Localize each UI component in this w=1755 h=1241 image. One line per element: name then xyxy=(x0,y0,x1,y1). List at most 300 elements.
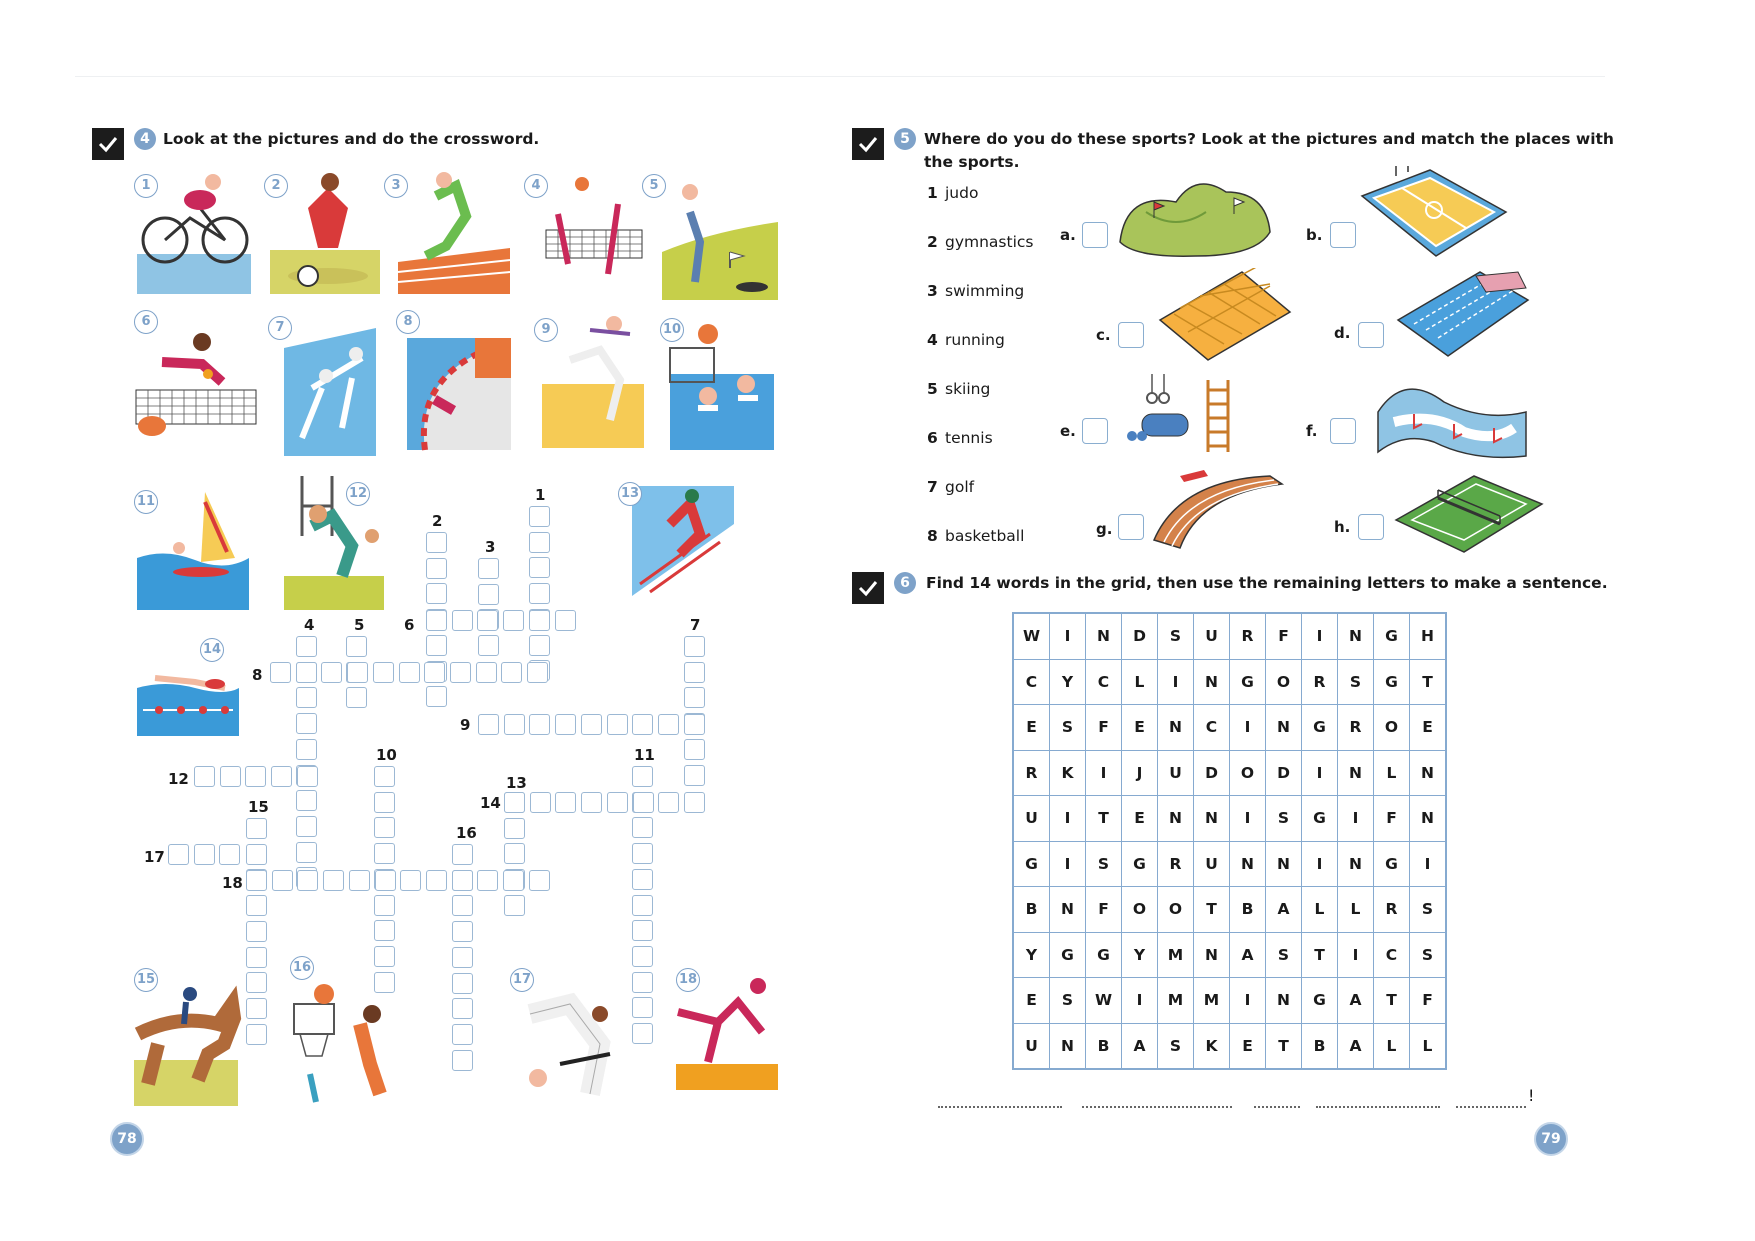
grid-letter[interactable]: E xyxy=(1013,978,1050,1024)
grid-letter[interactable]: H xyxy=(1410,613,1447,659)
sport-item: 3 swimming xyxy=(927,282,1025,300)
grid-letter[interactable]: O xyxy=(1230,750,1266,796)
crossword-cell[interactable] xyxy=(296,662,317,683)
crossword-cell[interactable] xyxy=(529,532,550,553)
crossword-cell[interactable] xyxy=(530,792,551,813)
exercise-5-instruction-line2: the sports. xyxy=(924,153,1020,171)
answer-box-a[interactable] xyxy=(1082,222,1108,248)
grid-letter[interactable]: I xyxy=(1050,796,1086,842)
crossword-cell[interactable] xyxy=(632,920,653,941)
grid-letter[interactable]: G xyxy=(1374,659,1410,705)
grid-letter[interactable]: A xyxy=(1266,887,1302,933)
grid-letter[interactable]: T xyxy=(1266,1023,1302,1069)
crossword-cell[interactable] xyxy=(374,972,395,993)
grid-letter[interactable]: Y xyxy=(1122,932,1158,978)
crossword-cell[interactable] xyxy=(374,766,395,787)
grid-letter[interactable]: I xyxy=(1050,841,1086,887)
picture-number-3: 3 xyxy=(384,174,408,198)
done-checkbox-ex4[interactable] xyxy=(92,128,124,160)
grid-letter[interactable]: N xyxy=(1158,705,1194,751)
grid-row xyxy=(1013,705,1446,751)
crossword-cell[interactable] xyxy=(477,610,498,631)
grid-letter[interactable]: A xyxy=(1122,1023,1158,1069)
grid-letter[interactable]: A xyxy=(1338,978,1374,1024)
grid-letter[interactable]: N xyxy=(1086,613,1122,659)
crossword-cell[interactable] xyxy=(400,870,421,891)
grid-letter[interactable]: L xyxy=(1302,887,1338,933)
crossword-cell[interactable] xyxy=(220,766,241,787)
grid-letter[interactable]: K xyxy=(1050,750,1086,796)
grid-letter[interactable]: Y xyxy=(1050,659,1086,705)
grid-letter[interactable]: D xyxy=(1266,750,1302,796)
crossword-cell[interactable] xyxy=(246,818,267,839)
grid-letter[interactable]: R xyxy=(1338,705,1374,751)
crossword-cell[interactable] xyxy=(476,662,497,683)
sport-item: 4 running xyxy=(927,331,1005,349)
grid-letter[interactable]: G xyxy=(1050,932,1086,978)
crossword-cell[interactable] xyxy=(632,895,653,916)
crossword-cell[interactable] xyxy=(246,998,267,1019)
crossword-cell[interactable] xyxy=(529,583,550,604)
clue-number-1: 1 xyxy=(535,486,546,504)
grid-letter[interactable]: E xyxy=(1122,796,1158,842)
grid-letter[interactable]: N xyxy=(1158,796,1194,842)
crossword-cell[interactable] xyxy=(219,844,240,865)
grid-letter[interactable]: M xyxy=(1158,932,1194,978)
grid-letter[interactable]: T xyxy=(1086,796,1122,842)
crossword-cell[interactable] xyxy=(374,920,395,941)
crossword-cell[interactable] xyxy=(452,895,473,916)
crossword-cell[interactable] xyxy=(529,870,550,891)
sentence-blank-word-2[interactable] xyxy=(1082,1104,1232,1108)
picture-number-13: 13 xyxy=(618,482,642,506)
crossword-cell[interactable] xyxy=(374,817,395,838)
crossword-cell[interactable] xyxy=(296,739,317,760)
crossword-cell[interactable] xyxy=(632,946,653,967)
grid-letter[interactable]: T xyxy=(1410,659,1447,705)
crossword-cell[interactable] xyxy=(504,792,525,813)
grid-letter[interactable]: F xyxy=(1410,978,1447,1024)
crossword-cell[interactable] xyxy=(194,766,215,787)
grid-letter[interactable]: S xyxy=(1410,887,1447,933)
grid-letter[interactable]: W xyxy=(1013,613,1050,659)
picture-number-14: 14 xyxy=(200,638,224,662)
grid-letter[interactable]: N xyxy=(1266,841,1302,887)
grid-letter[interactable]: B xyxy=(1013,887,1050,933)
crossword-cell[interactable] xyxy=(658,714,679,735)
grid-letter[interactable]: D xyxy=(1122,613,1158,659)
crossword-cell[interactable] xyxy=(581,714,602,735)
crossword-cell[interactable] xyxy=(504,843,525,864)
crossword-cell[interactable] xyxy=(296,816,317,837)
grid-letter[interactable]: E xyxy=(1122,705,1158,751)
grid-letter[interactable]: I xyxy=(1230,978,1266,1024)
crossword-cell[interactable] xyxy=(346,636,367,657)
grid-row xyxy=(1013,659,1446,705)
grid-letter[interactable]: L xyxy=(1374,1023,1410,1069)
grid-letter[interactable]: Y xyxy=(1013,932,1050,978)
crossword-cell[interactable] xyxy=(452,1024,473,1045)
grid-letter[interactable]: C xyxy=(1013,659,1050,705)
clue-number-14: 14 xyxy=(480,794,501,812)
crossword-cell[interactable] xyxy=(452,844,473,865)
crossword-cell[interactable] xyxy=(246,844,267,865)
grid-letter[interactable]: N xyxy=(1338,750,1374,796)
grid-row xyxy=(1013,1023,1446,1069)
crossword-cell[interactable] xyxy=(246,870,267,891)
grid-letter[interactable]: F xyxy=(1374,796,1410,842)
picture-skiing xyxy=(630,484,736,598)
grid-letter[interactable]: T xyxy=(1374,978,1410,1024)
crossword-cell[interactable] xyxy=(632,997,653,1018)
grid-letter[interactable]: K xyxy=(1194,1023,1230,1069)
crossword-cell[interactable] xyxy=(323,870,344,891)
grid-letter[interactable]: I xyxy=(1122,978,1158,1024)
grid-letter[interactable]: O xyxy=(1374,705,1410,751)
grid-letter[interactable]: N xyxy=(1194,659,1230,705)
grid-letter[interactable]: I xyxy=(1086,750,1122,796)
crossword-cell[interactable] xyxy=(246,1024,267,1045)
grid-letter[interactable]: E xyxy=(1230,1023,1266,1069)
grid-letter[interactable]: B xyxy=(1230,887,1266,933)
crossword-cell[interactable] xyxy=(555,610,576,631)
grid-letter[interactable]: R xyxy=(1302,659,1338,705)
crossword-cell[interactable] xyxy=(632,714,653,735)
grid-letter[interactable]: U xyxy=(1158,750,1194,796)
grid-letter[interactable]: G xyxy=(1374,613,1410,659)
crossword-cell[interactable] xyxy=(529,635,550,656)
done-checkbox-ex5[interactable] xyxy=(852,128,884,160)
crossword-cell[interactable] xyxy=(450,662,471,683)
grid-letter[interactable]: N xyxy=(1266,705,1302,751)
grid-letter[interactable]: A xyxy=(1230,932,1266,978)
clue-number-7: 7 xyxy=(690,616,701,634)
crossword-cell[interactable] xyxy=(477,870,498,891)
grid-letter[interactable]: T xyxy=(1194,887,1230,933)
crossword-cell[interactable] xyxy=(452,998,473,1019)
option-b-label: b. xyxy=(1306,226,1323,244)
crossword-cell[interactable] xyxy=(452,870,473,891)
grid-letter[interactable]: F xyxy=(1086,705,1122,751)
grid-letter[interactable]: F xyxy=(1266,613,1302,659)
grid-row xyxy=(1013,887,1446,933)
grid-letter[interactable]: S xyxy=(1338,659,1374,705)
crossword-cell[interactable] xyxy=(632,766,653,787)
crossword-cell[interactable] xyxy=(168,844,189,865)
picture-water-polo xyxy=(668,324,776,452)
crossword-cell[interactable] xyxy=(684,714,705,735)
grid-letter[interactable]: S xyxy=(1158,1023,1194,1069)
sentence-blank-word-5[interactable] xyxy=(1456,1104,1526,1108)
clue-number-15: 15 xyxy=(248,798,269,816)
done-checkbox-ex6[interactable] xyxy=(852,572,884,604)
crossword-cell[interactable] xyxy=(632,1023,653,1044)
picture-tennis xyxy=(132,322,266,440)
grid-letter[interactable]: L xyxy=(1338,887,1374,933)
clue-number-8: 8 xyxy=(252,666,263,684)
grid-letter[interactable]: N xyxy=(1050,887,1086,933)
grid-letter[interactable]: C xyxy=(1086,659,1122,705)
crossword-cell[interactable] xyxy=(529,557,550,578)
crossword-cell[interactable] xyxy=(452,1050,473,1071)
grid-letter[interactable]: R xyxy=(1230,613,1266,659)
crossword-cell[interactable] xyxy=(555,792,576,813)
grid-letter[interactable]: B xyxy=(1302,1023,1338,1069)
sentence-blank-word-4[interactable] xyxy=(1316,1104,1440,1108)
crossword-cell[interactable] xyxy=(452,610,473,631)
grid-letter[interactable]: N xyxy=(1410,796,1447,842)
grid-row xyxy=(1013,750,1446,796)
grid-letter[interactable]: I xyxy=(1338,932,1374,978)
crossword-cell[interactable] xyxy=(478,714,499,735)
crossword-cell[interactable] xyxy=(581,792,602,813)
grid-letter[interactable]: R xyxy=(1158,841,1194,887)
crossword-cell[interactable] xyxy=(374,843,395,864)
grid-letter[interactable]: G xyxy=(1302,796,1338,842)
crossword-cell[interactable] xyxy=(374,792,395,813)
exercise-5-instruction-line1: Where do you do these sports? Look at the pictures and match the places with xyxy=(924,130,1614,148)
grid-letter[interactable]: G xyxy=(1013,841,1050,887)
grid-letter[interactable]: N xyxy=(1194,796,1230,842)
crossword-cell[interactable] xyxy=(246,947,267,968)
grid-letter[interactable]: N xyxy=(1338,841,1374,887)
grid-letter[interactable]: G xyxy=(1122,841,1158,887)
clue-number-17: 17 xyxy=(144,848,165,866)
crossword-cell[interactable] xyxy=(296,687,317,708)
crossword-cell[interactable] xyxy=(527,662,548,683)
grid-letter[interactable]: I xyxy=(1230,705,1266,751)
exercise-4-instruction: Look at the pictures and do the crossword. xyxy=(163,130,540,148)
crossword-cell[interactable] xyxy=(529,610,550,631)
answer-box-c[interactable] xyxy=(1118,322,1144,348)
grid-letter[interactable]: S xyxy=(1266,796,1302,842)
crossword-cell[interactable] xyxy=(245,766,266,787)
grid-letter[interactable]: I xyxy=(1230,796,1266,842)
crossword-cell[interactable] xyxy=(246,921,267,942)
grid-letter[interactable]: U xyxy=(1013,1023,1050,1069)
sentence-end-mark: ! xyxy=(1528,1086,1535,1105)
crossword-cell[interactable] xyxy=(503,610,524,631)
grid-letter[interactable]: F xyxy=(1086,887,1122,933)
crossword-cell[interactable] xyxy=(478,558,499,579)
sentence-blank-word-1[interactable] xyxy=(938,1104,1062,1108)
crossword-cell[interactable] xyxy=(270,662,291,683)
crossword-cell[interactable] xyxy=(272,870,293,891)
crossword-cell[interactable] xyxy=(296,842,317,863)
crossword-cell[interactable] xyxy=(529,506,550,527)
crossword-cell[interactable] xyxy=(503,870,524,891)
picture-number-16: 16 xyxy=(290,956,314,980)
crossword-cell[interactable] xyxy=(374,946,395,967)
crossword-cell[interactable] xyxy=(424,662,445,683)
crossword-cell[interactable] xyxy=(321,662,342,683)
grid-letter[interactable]: L xyxy=(1410,1023,1447,1069)
crossword-cell[interactable] xyxy=(632,843,653,864)
crossword-cell[interactable] xyxy=(375,870,396,891)
grid-letter[interactable]: G xyxy=(1302,978,1338,1024)
crossword-cell[interactable] xyxy=(607,792,628,813)
grid-letter[interactable]: J xyxy=(1122,750,1158,796)
grid-letter[interactable]: S xyxy=(1266,932,1302,978)
grid-letter[interactable]: I xyxy=(1050,613,1086,659)
picture-ski-slope xyxy=(1374,372,1530,464)
crossword-cell[interactable] xyxy=(452,973,473,994)
crossword-cell[interactable] xyxy=(426,610,447,631)
grid-letter[interactable]: C xyxy=(1374,932,1410,978)
grid-letter[interactable]: I xyxy=(1158,659,1194,705)
grid-letter[interactable]: G xyxy=(1086,932,1122,978)
answer-box-b[interactable] xyxy=(1330,222,1356,248)
grid-letter[interactable]: N xyxy=(1230,841,1266,887)
crossword-cell[interactable] xyxy=(426,870,447,891)
crossword-cell[interactable] xyxy=(684,636,705,657)
crossword-cell[interactable] xyxy=(452,921,473,942)
grid-letter[interactable]: O xyxy=(1266,659,1302,705)
grid-letter[interactable]: U xyxy=(1194,613,1230,659)
crossword-cell[interactable] xyxy=(555,714,576,735)
crossword-cell[interactable] xyxy=(426,558,447,579)
crossword-cell[interactable] xyxy=(297,870,318,891)
picture-golf xyxy=(660,172,780,302)
grid-letter[interactable]: I xyxy=(1302,613,1338,659)
grid-letter[interactable]: G xyxy=(1302,705,1338,751)
grid-letter[interactable]: A xyxy=(1338,1023,1374,1069)
picture-number-6: 6 xyxy=(134,310,158,334)
sport-item: 1 judo xyxy=(927,184,979,202)
crossword-cell[interactable] xyxy=(501,662,522,683)
picture-number-17: 17 xyxy=(510,968,534,992)
crossword-cell[interactable] xyxy=(271,766,292,787)
crossword-cell[interactable] xyxy=(297,766,318,787)
picture-number-10: 10 xyxy=(660,318,684,342)
option-a-label: a. xyxy=(1060,226,1076,244)
answer-box-h[interactable] xyxy=(1358,514,1384,540)
crossword-cell[interactable] xyxy=(296,636,317,657)
grid-letter[interactable]: U xyxy=(1194,841,1230,887)
crossword-cell[interactable] xyxy=(426,532,447,553)
clue-number-18: 18 xyxy=(222,874,243,892)
crossword-cell[interactable] xyxy=(194,844,215,865)
crossword-cell[interactable] xyxy=(658,792,679,813)
crossword-cell[interactable] xyxy=(684,765,705,786)
grid-letter[interactable]: E xyxy=(1410,705,1447,751)
grid-letter[interactable]: I xyxy=(1338,796,1374,842)
crossword-cell[interactable] xyxy=(684,662,705,683)
crossword-cell[interactable] xyxy=(684,739,705,760)
crossword-cell[interactable] xyxy=(632,817,653,838)
grid-letter[interactable]: G xyxy=(1230,659,1266,705)
crossword-cell[interactable] xyxy=(452,947,473,968)
grid-letter[interactable]: L xyxy=(1374,750,1410,796)
crossword-cell[interactable] xyxy=(399,662,420,683)
crossword-cell[interactable] xyxy=(349,870,370,891)
grid-letter[interactable]: I xyxy=(1410,841,1447,887)
grid-letter[interactable]: E xyxy=(1013,705,1050,751)
crossword-cell[interactable] xyxy=(346,687,367,708)
crossword-cell[interactable] xyxy=(374,895,395,916)
grid-letter[interactable]: O xyxy=(1158,887,1194,933)
grid-letter[interactable]: R xyxy=(1013,750,1050,796)
picture-number-12: 12 xyxy=(346,482,370,506)
sentence-blank-word-3[interactable] xyxy=(1254,1104,1300,1108)
crossword-cell[interactable] xyxy=(504,895,525,916)
crossword-cell[interactable] xyxy=(529,714,550,735)
clue-number-6: 6 xyxy=(404,616,415,634)
picture-number-2: 2 xyxy=(264,174,288,198)
clue-number-10: 10 xyxy=(376,746,397,764)
grid-row xyxy=(1013,978,1446,1024)
crossword-cell[interactable] xyxy=(633,792,654,813)
grid-letter[interactable]: W xyxy=(1086,978,1122,1024)
answer-box-d[interactable] xyxy=(1358,322,1384,348)
grid-letter[interactable]: G xyxy=(1374,841,1410,887)
crossword-cell[interactable] xyxy=(246,895,267,916)
grid-letter[interactable]: N xyxy=(1266,978,1302,1024)
grid-letter[interactable]: C xyxy=(1194,705,1230,751)
crossword-cell[interactable] xyxy=(684,687,705,708)
picture-tennis-court xyxy=(1394,470,1544,554)
answer-box-f[interactable] xyxy=(1330,418,1356,444)
grid-letter[interactable]: S xyxy=(1050,705,1086,751)
crossword-cell[interactable] xyxy=(632,869,653,890)
answer-box-g[interactable] xyxy=(1118,514,1144,540)
grid-letter[interactable]: I xyxy=(1302,841,1338,887)
grid-letter[interactable]: B xyxy=(1086,1023,1122,1069)
grid-row xyxy=(1013,932,1446,978)
grid-letter[interactable]: S xyxy=(1158,613,1194,659)
crossword-cell[interactable] xyxy=(478,635,499,656)
grid-letter[interactable]: O xyxy=(1122,887,1158,933)
crossword-cell[interactable] xyxy=(347,662,368,683)
grid-letter[interactable]: S xyxy=(1410,932,1447,978)
grid-letter[interactable]: R xyxy=(1374,887,1410,933)
picture-motor-racing xyxy=(405,336,513,452)
grid-row xyxy=(1013,841,1446,887)
crossword-cell[interactable] xyxy=(426,635,447,656)
clue-number-11: 11 xyxy=(634,746,655,764)
crossword-cell[interactable] xyxy=(504,818,525,839)
grid-letter[interactable]: T xyxy=(1302,932,1338,978)
crossword-cell[interactable] xyxy=(426,583,447,604)
grid-letter[interactable]: I xyxy=(1302,750,1338,796)
picture-basketball xyxy=(290,984,402,1108)
grid-letter[interactable]: M xyxy=(1194,978,1230,1024)
crossword-cell[interactable] xyxy=(296,790,317,811)
grid-letter[interactable]: N xyxy=(1410,750,1447,796)
picture-number-1: 1 xyxy=(134,174,158,198)
crossword-cell[interactable] xyxy=(426,686,447,707)
grid-letter[interactable]: N xyxy=(1194,932,1230,978)
crossword-cell[interactable] xyxy=(296,713,317,734)
grid-letter[interactable]: S xyxy=(1086,841,1122,887)
grid-letter[interactable]: L xyxy=(1122,659,1158,705)
grid-letter[interactable]: N xyxy=(1338,613,1374,659)
crossword-cell[interactable] xyxy=(607,714,628,735)
crossword-cell[interactable] xyxy=(504,714,525,735)
crossword-cell[interactable] xyxy=(684,792,705,813)
grid-letter[interactable]: U xyxy=(1013,796,1050,842)
page-number-right: 79 xyxy=(1534,1122,1568,1156)
grid-letter[interactable]: S xyxy=(1050,978,1086,1024)
answer-box-e[interactable] xyxy=(1082,418,1108,444)
crossword-cell[interactable] xyxy=(246,972,267,993)
crossword-cell[interactable] xyxy=(632,972,653,993)
grid-letter[interactable]: M xyxy=(1158,978,1194,1024)
crossword-cell[interactable] xyxy=(478,584,499,605)
grid-letter[interactable]: D xyxy=(1194,750,1230,796)
grid-letter[interactable]: N xyxy=(1050,1023,1086,1069)
crossword-cell[interactable] xyxy=(373,662,394,683)
